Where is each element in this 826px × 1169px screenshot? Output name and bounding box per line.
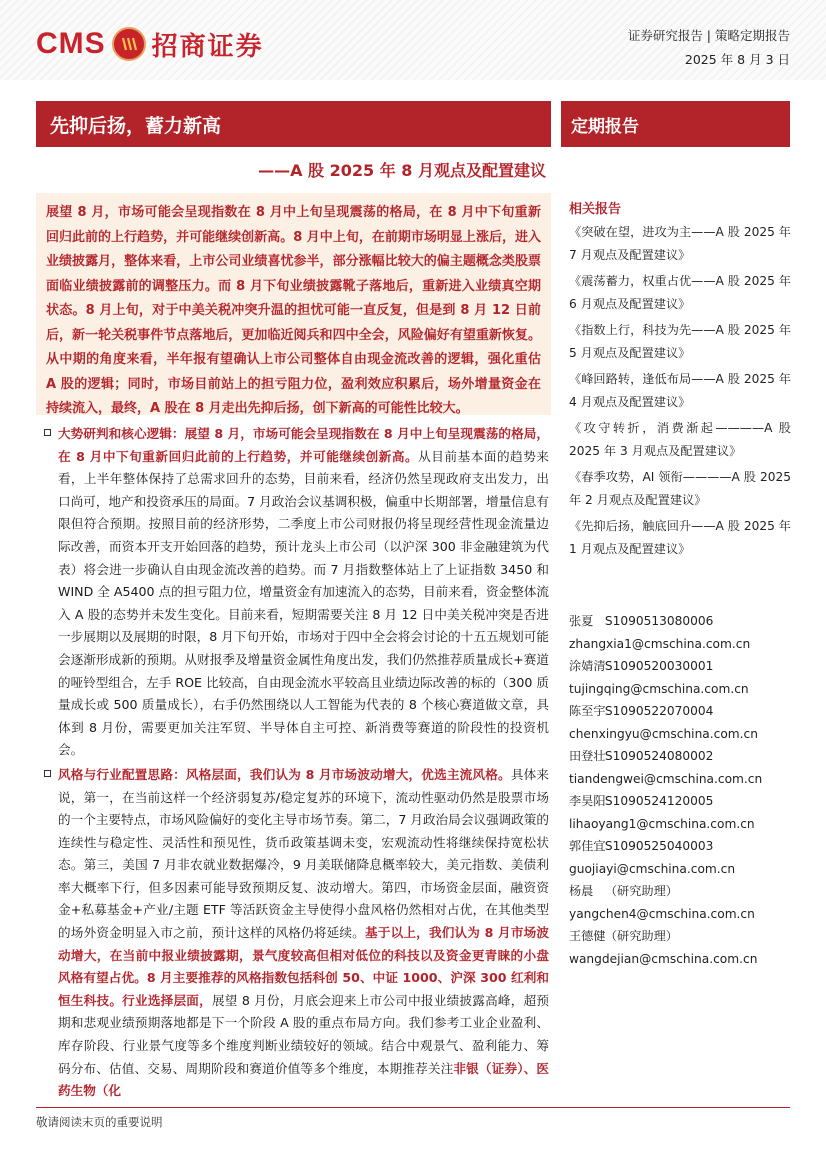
analyst-email[interactable]: lihaoyang1@cmschina.com.cn	[569, 816, 755, 831]
footer-note: 敬请阅读末页的重要说明	[36, 1115, 163, 1129]
analyst-email[interactable]: yangchen4@cmschina.com.cn	[569, 906, 755, 921]
related-item[interactable]: 《指数上行，科技为先——A 股 2025 年 5 月观点及配置建议》	[569, 323, 791, 360]
section-outlook	[44, 423, 549, 762]
report-type: 证券研究报告 | 策略定期报告	[627, 28, 790, 43]
related-item[interactable]: 《震荡蓄力，权重占优——A 股 2025 年 6 月观点及配置建议》	[569, 274, 791, 311]
analyst-id: S1090522070004	[604, 704, 714, 718]
analyst-id: S1090525040003	[604, 839, 714, 853]
analyst-id: （研究助理）	[604, 929, 678, 943]
section-lead: 大势研判和核心逻辑：展望 8 月，市场可能会呈现指数在 8 月中上旬呈现震荡的格局，在 8 月中下旬重新回归此前的上行趋势，并可能继续创新高。	[58, 426, 549, 464]
analyst-name: 李昊阳	[569, 794, 606, 808]
section-style	[44, 764, 549, 1103]
summary-box: 展望 8 月，市场可能会呈现指数在 8 月中上旬呈现震荡的格局，在 8 月中下旬重新回归此前的上行趋势，并可能继续创新高。8 月中上旬，在前期市场明显上涨后，进入业绩披露月，整体来看，上市公司业绩喜忧参半，部分涨幅比较大的偏主题概念类股票面临业绩披露前的调整压力。而 8 月下旬业绩披露靴子落地后，重新进入业绩真空期状态。8 月上旬，对于中美关税冲突升温的担忧可能一直反复，但是到 8 月 12 日前后，新一轮关税事件节点落地后，更加临近阅兵和四中全会，风险偏好有望重新恢复。从中期的角度来看，半年报有望确认上市公司整体自由现金流改善的逻辑，强化重估 A 股的逻辑；同时，市场目前站上的担亏阻力位，盈利效应积累后，场外增量资金在持续流入，最终，A 股在 8 月走出先抑后扬，创下新高的可能性比较大。	[36, 193, 551, 415]
related-item[interactable]: 《突破在望，进攻为主——A 股 2025 年 7 月观点及配置建议》	[569, 225, 791, 262]
analyst-email[interactable]: wangdejian@cmschina.com.cn	[569, 951, 758, 966]
analyst-row	[569, 745, 791, 768]
analyst-name: 杨晨	[569, 884, 594, 898]
related-item[interactable]: 《攻守转折，消费渐起————A 股 2025 年 3 月观点及配置建议》	[569, 421, 791, 458]
analyst-id: S1090520030001	[604, 659, 714, 673]
section-body: 具体来说，第一，在当前这样一个经济弱复苏/稳定复苏的环境下，流动性驱动仍然是股票市场的一个主要特点，市场风险偏好的变化主导市场节奏。第二，7 月政治局会议强调政策的连续性与稳定性、灵活性和预见性，货币政策基调未变，宏观流动性将继续保持宽松状态。第三，美国 7 月非农就业数据爆冷，9 月美联储降息概率较大，美元指数、美债利率大概率下行，但多因素可能导致预期反复、波动增大。第四，市场资金层面，融资资金+私募基金+产业/主题 ETF 等活跃资金主导使得小盘风格仍然相对占优，在其他类型的场外资金明显入市之前，预计这样的风格仍将延续。	[58, 766, 549, 941]
analyst-email[interactable]: guojiayi@cmschina.com.cn	[569, 861, 736, 876]
report-title: 先抑后扬，蓄力新高	[36, 101, 551, 147]
analyst-email[interactable]: chenxingyu@cmschina.com.cn	[569, 726, 758, 741]
analyst-name: 王德健	[569, 929, 606, 943]
logo-emblem-icon	[112, 27, 146, 61]
analyst-name: 陈至宇	[569, 704, 606, 718]
analyst-id: S1090513080006	[604, 614, 714, 628]
analyst-row	[569, 610, 791, 633]
analyst-row	[569, 655, 791, 678]
analyst-row	[569, 880, 791, 903]
analyst-id: S1090524120005	[604, 794, 714, 808]
analyst-name: 涂婧清	[569, 659, 606, 673]
analyst-email[interactable]: tiandengwei@cmschina.com.cn	[569, 771, 763, 786]
analyst-row	[569, 700, 791, 723]
section-body: 从目前基本面的趋势来看，上半年整体保持了总需求回升的态势，目前来看，经济仍然呈现政府支出发力，出口尚可，地产和投资承压的局面。7 月政治会议基调积极，偏重中长期部署，增量信息有限但符合预期。按照目前的经济形势，二季度上市公司财报仍将呈现经营性现金流量边际改善，而资本开支开始回落的趋势，预计龙头上市公司（以沪深 300 非金融建筑为代表）将会进一步确认自由现金流改善的趋势。而 7 月指数整体站上了上证指数 3450 和 WIND 全 A5400 点的担亏阻力位，增量资金有加速流入的态势，目前来看，资金整体流入 A 股的态势并未发生变化。目前来看，短期需要关注 8 月 12 日中美关税冲突是否进一步展期以及展期的时限，8 月下旬开始，市场对于四中全会将会讨论的十五五规划可能会逐渐形成新的预期。从财报季及增量资金属性角度出发，我们仍然推荐质量成长+赛道的哑铃型组合，左手 ROE 比较高，自由现金流水平较高且业绩边际改善的标的（300 质量成长或 500 质量成长），右手仍然围绕以人工智能为代表的 8 个核心赛道做文章，具体到 8 月份，需要更加关注军贸、半导体自主可控、新消费等赛道的阶段性的投资机会。	[58, 448, 550, 758]
checkbox-bullet-icon	[44, 770, 51, 777]
logo-cms-text: CMS	[36, 27, 106, 60]
report-subtitle: ——A 股 2025 年 8 月观点及配置建议	[258, 161, 546, 180]
analyst-row	[569, 925, 791, 948]
related-item[interactable]: 《春季攻势，AI 领衔————A 股 2025 年 2 月观点及配置建议》	[569, 470, 791, 507]
analyst-id: S1090524080002	[604, 749, 714, 763]
related-reports	[569, 198, 791, 564]
related-item[interactable]: 《峰回路转，逢低布局——A 股 2025 年 4 月观点及配置建议》	[569, 372, 791, 409]
footer-divider	[36, 1107, 790, 1108]
section-highlight: 基于以上，我们认为 8 月市场波动增大，在当前中报业绩披露期，景气度较高但相对低位的科技以及资金更青睐的小盘风格有望占优。8 月主要推荐的风格指数包括科创 50、中证 1000、沪深 300 红利和恒生科技。行业选择层面，	[58, 925, 549, 1008]
analyst-id: （研究助理）	[604, 884, 678, 898]
section-body-2: 展望 8 月份，月底会迎来上市公司中报业绩披露高峰，超预期和悲观业绩预期落地都是下一个阶段 A 股的重点布局方向。我们参考工业企业盈利、库存阶段、行业景气度等多个维度判断业绩较好的领域。结合中观景气、盈利能力、筹码分布、估值、交易、周期阶段和赛道价值等多个维度，本期推荐关注	[58, 992, 549, 1076]
logo-cn-text: 招商证券	[151, 31, 264, 62]
section-lead: 风格与行业配置思路：风格层面，我们认为 8 月市场波动增大，优选主流风格。	[58, 766, 511, 782]
company-logo	[36, 22, 264, 66]
analyst-row	[569, 835, 791, 858]
analyst-name: 田登壮	[569, 749, 606, 763]
related-item[interactable]: 《先抑后扬，触底回升——A 股 2025 年 1 月观点及配置建议》	[569, 519, 791, 556]
related-title: 相关报告	[569, 202, 622, 217]
analyst-list	[569, 610, 791, 970]
checkbox-bullet-icon	[44, 429, 51, 436]
analyst-name: 郭佳宜	[569, 839, 606, 853]
analyst-email[interactable]: zhangxia1@cmschina.com.cn	[569, 636, 751, 651]
analyst-name: 张夏	[569, 614, 594, 628]
analyst-email[interactable]: tujingqing@cmschina.com.cn	[569, 681, 749, 696]
report-date: 2025 年 8 月 3 日	[684, 52, 790, 67]
section-highlight-2: 非银（证券）、医药生物（化	[58, 1060, 550, 1099]
side-header: 定期报告	[561, 101, 790, 147]
main-body	[44, 423, 549, 1105]
analyst-row	[569, 790, 791, 813]
